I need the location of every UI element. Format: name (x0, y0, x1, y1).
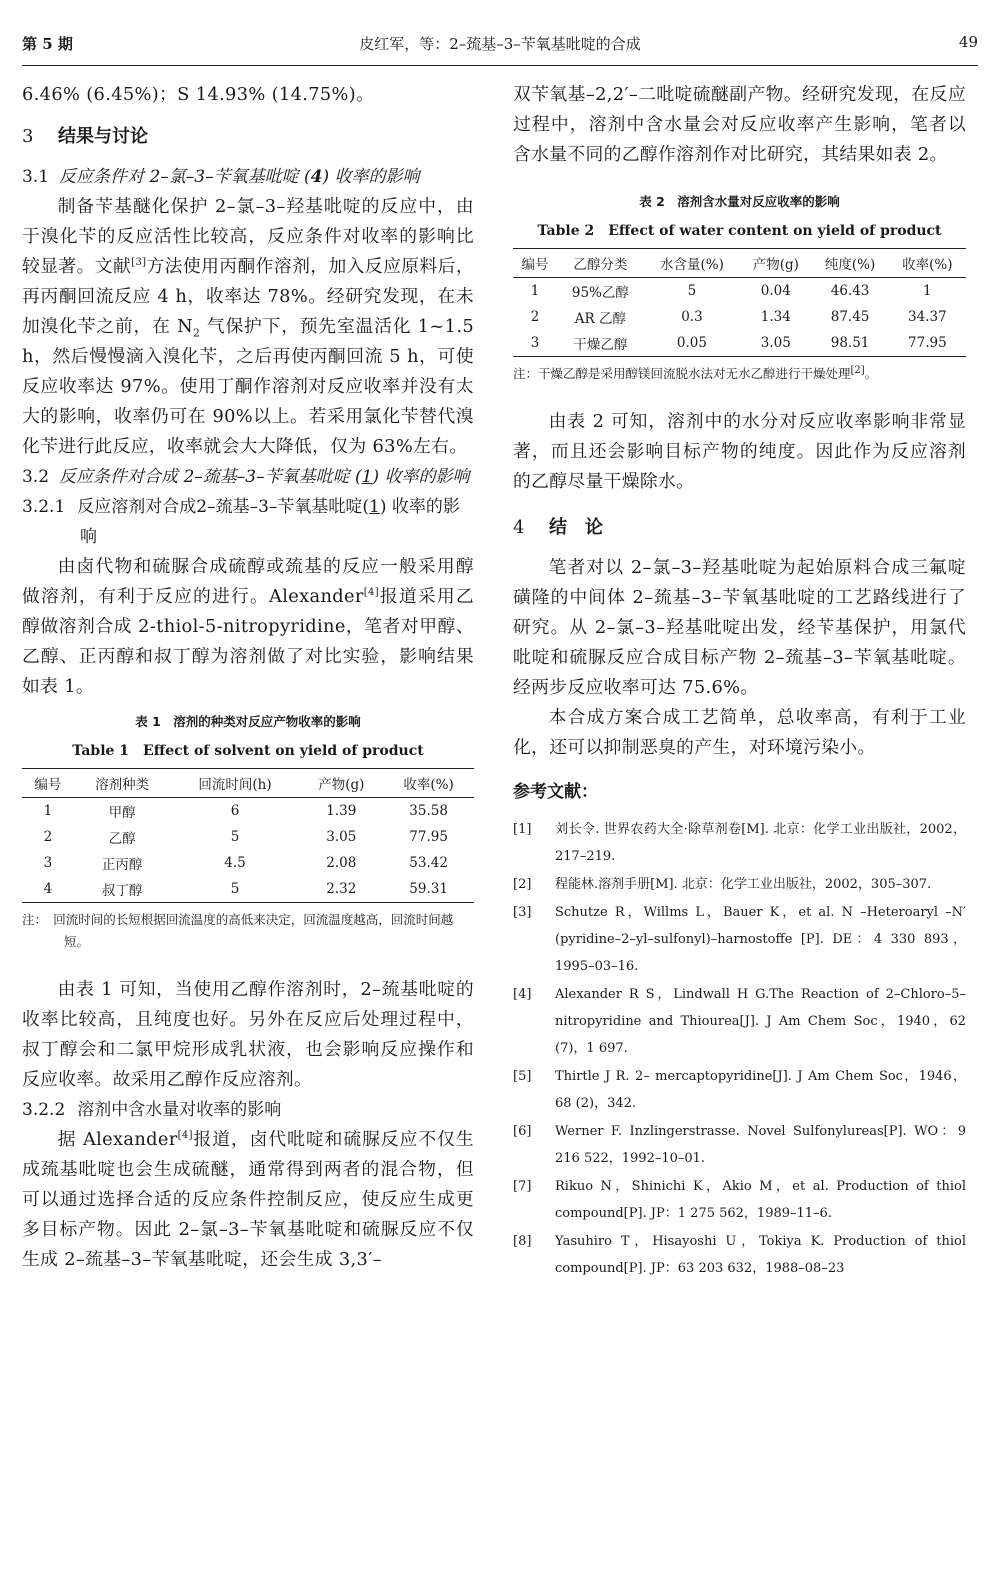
table-header-cell: 乙醇分类 (557, 249, 644, 278)
paragraph-conclusion-2: 本合成方案合成工艺简单，总收率高，有利于工业化，还可以抑制恶臭的产生，对环境污染小。 (513, 707, 966, 758)
table-header-cell: 编号 (22, 769, 74, 798)
reference-item: [5] Thirtle J R. 2– mercaptopyridine[J]. J Am Chem Soc，1946，68 (2)，342. (513, 1069, 966, 1111)
header-rule (22, 65, 978, 66)
reference-item: [4] Alexander R S，Lindwall H G.The Reaction of 2–Chloro–5–nitropyridine and Thiourea[J]. J Am Chem Soc，1940，62 (7)，1 697. (513, 987, 966, 1056)
issue-number: 第 5 期 (22, 35, 73, 53)
table-row: 2 AR 乙醇 0.3 1.34 87.45 34.37 (530, 309, 947, 327)
references-list (513, 816, 966, 1282)
references-heading: 参考文献： (513, 782, 598, 802)
section-4-heading: 4 结 论 (513, 517, 603, 538)
table-header-cell: 收率(%) (889, 249, 966, 278)
table-header-cell: 编号 (513, 249, 557, 278)
paragraph-3-2-2-continued: 双苄氧基–2,2′–二吡啶硫醚副产物。经研究发现，在反应过程中，溶剂中含水量会对反应收率产生影响，笔者以含水量不同的乙醇作溶剂作对比研究，其结果如表 2。 (513, 84, 966, 165)
table-row: 3 干燥乙醇 0.05 3.05 98.51 77.95 (513, 330, 966, 357)
reference-item: [1] 刘长令. 世界农药大全·除草剂卷[M]. 北京：化学工业出版社，2002，217–219. (513, 822, 966, 864)
table-2 (513, 248, 966, 357)
section-3-2-2-heading: 3.2.2 溶剂中含水量对收率的影响 (22, 1100, 282, 1120)
table-header-cell: 溶剂种类 (74, 769, 171, 798)
paragraph-table-1-discussion: 由表 1 可知，当使用乙醇作溶剂时，2–巯基吡啶的收率比较高，且纯度也好。另外在反应后处理过程中，叔丁醇会和二氯甲烷形成乳状液，也会影响反应操作和反应收率。故采用乙醇作反应溶剂。 (22, 979, 474, 1090)
page-number: 49 (958, 33, 978, 51)
table-header-cell: 水含量(%) (644, 249, 740, 278)
paragraph-table-2-discussion: 由表 2 可知，溶剂中的水分对反应收率影响非常显著，而且还会影响目标产物的纯度。因此作为反应溶剂的乙醇尽量干燥除水。 (513, 411, 966, 492)
paragraph-3-2-2: 据 Alexander[4]报道，卤代吡啶和硫脲反应不仅生成巯基吡啶也会生成硫醚，通常得到两者的混合物，但可以通过选择合适的反应条件控制反应，使反应生成更多目标产物。因此 2–氯–3–苄氧基吡啶和硫脲反应不仅生成 2–巯基–3–苄氧基吡啶，还会生成 3,3′– (22, 1129, 474, 1270)
table-row: 2 乙醇 5 3.05 77.95 (43, 829, 448, 847)
running-title: 皮红军，等：2–巯基–3–苄氧基吡啶的合成 (359, 35, 641, 53)
right-column (513, 80, 966, 1283)
page-header (22, 0, 978, 60)
table-row: 4 叔丁醇 5 2.32 59.31 (22, 876, 474, 903)
section-3-heading: 3 结果与讨论 (22, 126, 148, 147)
table-header-cell: 收率(%) (383, 769, 474, 798)
table-2-note: 注：干燥乙醇是采用醇镁回流脱水法对无水乙醇进行干燥处理[2]。 (513, 364, 878, 381)
table-row: 3 正丙醇 4.5 2.08 53.42 (43, 855, 448, 873)
paragraph-3-2-1: 由卤代物和硫脲合成硫醇或巯基的反应一般采用醇做溶剂，有利于反应的进行。Alexander[4]报道采用乙醇做溶剂合成 2-thiol-5-nitropyridine，笔者对甲醇、乙醇、正丙醇和叔丁醇为溶剂做了对比实验，影响结果如表 1。 (22, 556, 474, 697)
reference-item: [6] Werner F. Inzlingerstrasse. Novel Sulfonylureas[P]. WO：9 216 522，1992–10–01. (513, 1124, 966, 1166)
reference-item: [8] Yasuhiro T，Hisayoshi U，Tokiya K. Production of thiol compound[P]. JP：63 203 632，1988–08–23 (513, 1234, 966, 1276)
reference-item: [3] Schutze R，Willms L，Bauer K，et al. N –Heteroaryl –N′ (pyridine–2–yl–sulfonyl)–harnostoffe [P]. DE：4 330 893，1995–03–16. (513, 905, 966, 974)
paragraph-conclusion-1: 笔者对以 2–氯–3–羟基吡啶为起始原料合成三氟啶磺隆的中间体 2–巯基–3–苄氧基吡啶的工艺路线进行了研究。从 2–氯–3–羟基吡啶出发，经苄基保护，用氯代吡啶和硫脲反应合成目标产物 2–巯基–3–苄氧基吡啶。经两步反应收率可达 75.6%。 (513, 557, 966, 698)
reference-item: [7] Rikuo N，Shinichi K，Akio M，et al. Production of thiol compound[P]. JP：1 275 562，1989–11–6. (513, 1179, 966, 1221)
paragraph-3-1: 制备苄基醚化保护 2–氯–3–羟基吡啶的反应中，由于溴化苄的反应活性比较高，反应条件对收率的影响比较显著。文献[3]方法使用丙酮作溶剂，加入反应原料后，再丙酮回流反应 4 h，收率达 78%。经研究发现，在未加溴化苄之前，在 $N_2$ 气保护下，预先室温活化 1~1.5 h，然后慢慢滴入溴化苄，之后再使丙酮回流 5 h，可使反应收率达 97%。使用丁酮作溶剂对反应收率并没有太大的影响，收率仍可在 90%以上。若采用氯化苄替代溴化苄进行此反应，收率就会大大降低，仅为 63%左右。 (22, 196, 474, 457)
table-header-row (22, 769, 474, 798)
section-3-1-heading: 3.1 反应条件对 2–氯–3–苄氧基吡啶 (4) 收率的影响 (22, 167, 420, 187)
section-3-2-1-heading: 3.2.1 反应溶剂对合成2–巯基–3–苄氧基吡啶(1) 收率的影响 (22, 497, 460, 547)
table-2-caption-en: Table 2 Effect of water content on yield of product (537, 223, 942, 239)
table-1 (22, 768, 474, 903)
table-row: 1 甲醇 6 1.39 35.58 (43, 803, 448, 821)
table-1-caption-en: Table 1 Effect of solvent on yield of product (72, 743, 424, 759)
left-column (22, 80, 474, 1275)
table-2-caption-cn: 表 2 溶剂含水量对反应收率的影响 (639, 194, 840, 209)
elemental-analysis-line: 6.46% (6.45%)；S 14.93% (14.75%)。 (22, 84, 375, 105)
table-1-note: 注： 回流时间的长短根据回流温度的高低来决定，回流温度越高，回流时间越短。 (22, 912, 454, 949)
table-1-caption-cn: 表 1 溶剂的种类对反应产物收率的影响 (135, 714, 361, 729)
table-row: 1 95%乙醇 5 0.04 46.43 1 (530, 283, 932, 301)
table-header-cell: 纯度(%) (811, 249, 888, 278)
table-header-cell: 回流时间(h) (171, 769, 300, 798)
table-header-row (513, 249, 966, 278)
table-header-cell: 产物(g) (740, 249, 811, 278)
section-3-2-heading: 3.2 反应条件对合成 2–巯基–3–苄氧基吡啶 (1) 收率的影响 (22, 467, 470, 487)
table-header-cell: 产物(g) (299, 769, 383, 798)
reference-item: [2] 程能林.溶剂手册[M]. 北京：化学工业出版社，2002，305–307. (513, 877, 932, 892)
